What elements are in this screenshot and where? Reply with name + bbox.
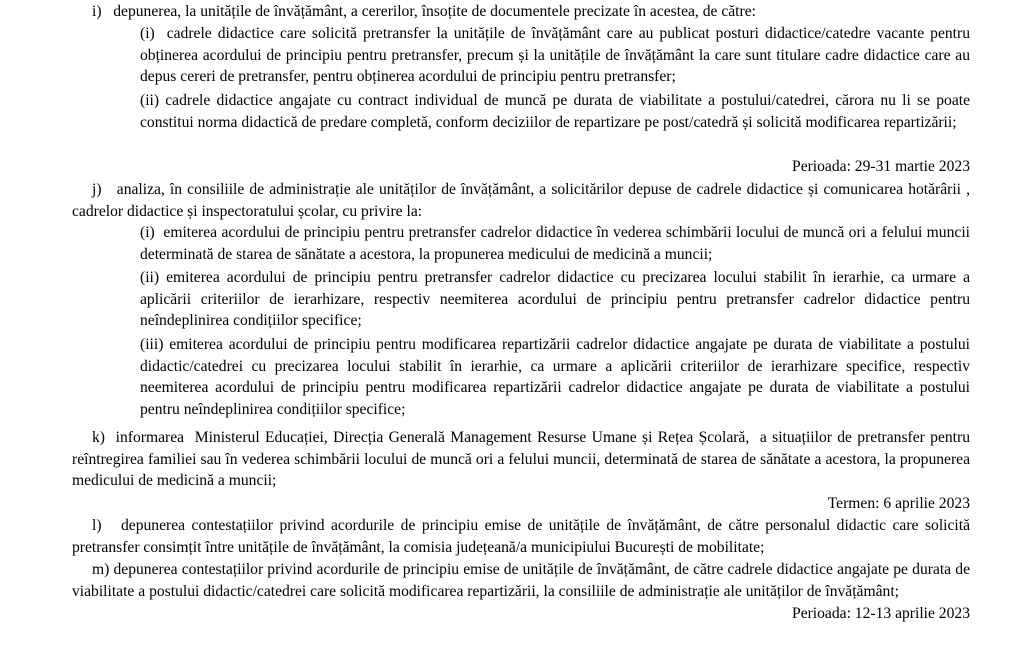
item-j-sub-2: (ii) emiterea acordului de principiu pentru pretransfer cadrelor didactice cu precizarea locului stabilit în ierarhie, ca urmare a aplicării criteriilor de ierarhizare, respectiv neemiterea acordului de principiu pentru pretransfer cadrelor didactice pentru neîndeplinirea condițiilor specifice; [140,269,970,329]
item-k-period: Termen: 6 aprilie 2023 [827,495,970,512]
item-i-period: Perioada: 29-31 martie 2023 [792,158,970,175]
item-k-text: k) informarea Ministerul Educației, Direcția Generală Management Resurse Umane și Rețea Școlară, a situațiilor de pretransfer pentru reîntregirea familiei sau în vederea schimbării locului de muncă ori a felului muncii, determinată de starea de sănătate a acestora, la propunerea medicului de medicină a muncii; [72,429,970,489]
item-j-text: j) analiza, în consiliile de administrație ale unităților de învățământ, a solicitărilor depuse de cadrele didactice și comunicarea hotărârii , cadrelor didactice și inspectoratului școlar, cu privire la: [72,181,970,220]
item-i-sub-1: (i) cadrele didactice care solicită pretransfer la unitățile de învățământ care au publicat posturi didactice/catedre vacante pentru obținerea acordului de principiu pentru pretransfer, precum și la unitățile de învățământ la care sunt titulare cadre didactice care au depus cereri de pretransfer, pentru obținerea acordului de principiu pentru pretransfer; [140,25,970,85]
item-m-text: m) depunerea contestațiilor privind acordurile de principiu emise de unitățile de învățământ, de către cadrele didactice angajate pe durata de viabilitate a postului didactic/catedrei care solicită modificarea repartizării, la consiliile de administrație ale unităților de învățământ; [72,561,970,600]
item-l-text: l) depunerea contestațiilor privind acordurile de principiu emise de unitățile de învățământ, de către personalul didactic care solicită pretransfer consimțit între unitățile de învățământ, la comisia județeană/a municipiului București de mobilitate; [72,517,970,556]
item-i-text: i) depunerea, la unitățile de învățământ, a cererilor, însoțite de documentele precizate în acestea, de către: [92,3,756,20]
item-j-sub-1: (i) emiterea acordului de principiu pentru pretransfer cadrelor didactice în vederea schimbării locului de muncă ori a felului muncii determinată de starea de sănătate a acestora, la propunerea medicului de medicină a muncii; [140,224,970,263]
item-m-period: Perioada: 12-13 aprilie 2023 [792,605,970,622]
item-i-sub-2: (ii) cadrele didactice angajate cu contract individual de muncă pe durata de viabilitate a postului/catedrei, cărora nu li se poate constitui norma didactică de predare completă, conform deciziilor de repartizare pe post/catedră și solicită modificarea repartizării; [140,92,970,131]
item-j-sub-3: (iii) emiterea acordului de principiu pentru modificarea repartizării cadrelor didactice angajate pe durata de viabilitate a postului didactic/catedrei cu precizarea locului stabilit în ierarhie, ca urmare a aplicării criteriilor de ierarhizare specifice, respectiv neemiterea acordului de principiu pentru modificarea repartizării cadrelor didactice angajate pe durata de viabilitate a postului pentru neîndeplinirea condițiilor specifice; [140,336,970,418]
